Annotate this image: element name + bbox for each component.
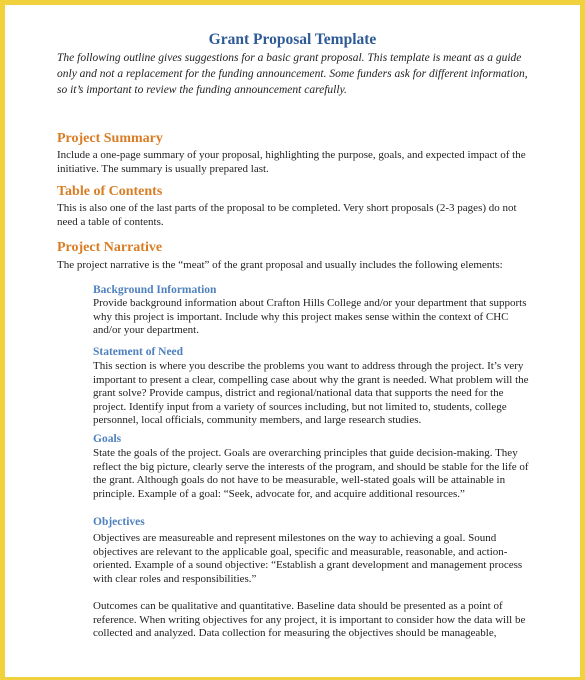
heading-project-narrative: Project Narrative [57, 240, 163, 255]
background-information-text: Provide background information about Crafton Hills College and/or your department that supports why this project is important. Include why this project makes sense within the context of CHC and/or your department. [93, 297, 527, 336]
goals-text: State the goals of the project. Goals are overarching principles that guide decision-making. They reflect the big picture, clearly serve the interests of the program, and should be stable for the life of the grant. Although goals do not have to be measurable, well-stated goals will be attainable in principle. Example of a goal: “Seek, advocate for, and acquire additional resources.” [93, 447, 529, 500]
objectives-text: Objectives are measureable and represent milestones on the way to achieving a goal. Sound objectives are relevant to the applicable goal, specific and measurable, reasonable, and action-oriented. Example of a sound objective: “Establish a grant development and management process with clear roles and responsibilities.” [93, 532, 523, 585]
heading-table-of-contents: Table of Contents [57, 184, 163, 199]
heading-project-summary: Project Summary [57, 131, 163, 146]
intro-paragraph: The following outline gives suggestions for a basic grant proposal. This template is meant as a guide only and not a replacement for the funding announcement. Some funders ask for different information, so it’s important to review the funding announcement carefully. [57, 52, 528, 96]
heading-statement-of-need: Statement of Need [93, 346, 184, 358]
table-of-contents-text: This is also one of the last parts of the proposal to be completed. Very short proposals (2-3 pages) do not need a table of contents. [57, 202, 517, 228]
project-summary-text: Include a one-page summary of your proposal, highlighting the purpose, goals, and expected impact of the initiative. The summary is usually prepared last. [57, 149, 526, 175]
document-title: Grant Proposal Template [208, 31, 377, 48]
heading-background-information: Background Information [93, 284, 217, 296]
project-narrative-text: The project narrative is the “meat” of the grant proposal and usually includes the following elements: [57, 259, 503, 271]
statement-of-need-text: This section is where you describe the problems you want to address through the project. It’s very important to present a clear, compelling case about why the grant is needed. What problem will the grant solve? Provide campus, district and regional/national data that supports the need for the project. Identify input from a variety of sources including, but not limited to, students, college personnel, local officials, community members, and large research studies. [93, 360, 529, 426]
outcomes-text: Outcomes can be qualitative and quantitative. Baseline data should be presented as a point of reference. When writing objectives for any project, it is important to consider how the data will be collected and analyzed. Data collection for measuring the objectives should be manageable, [93, 600, 526, 639]
heading-objectives: Objectives [93, 516, 145, 528]
heading-goals: Goals [93, 433, 122, 445]
